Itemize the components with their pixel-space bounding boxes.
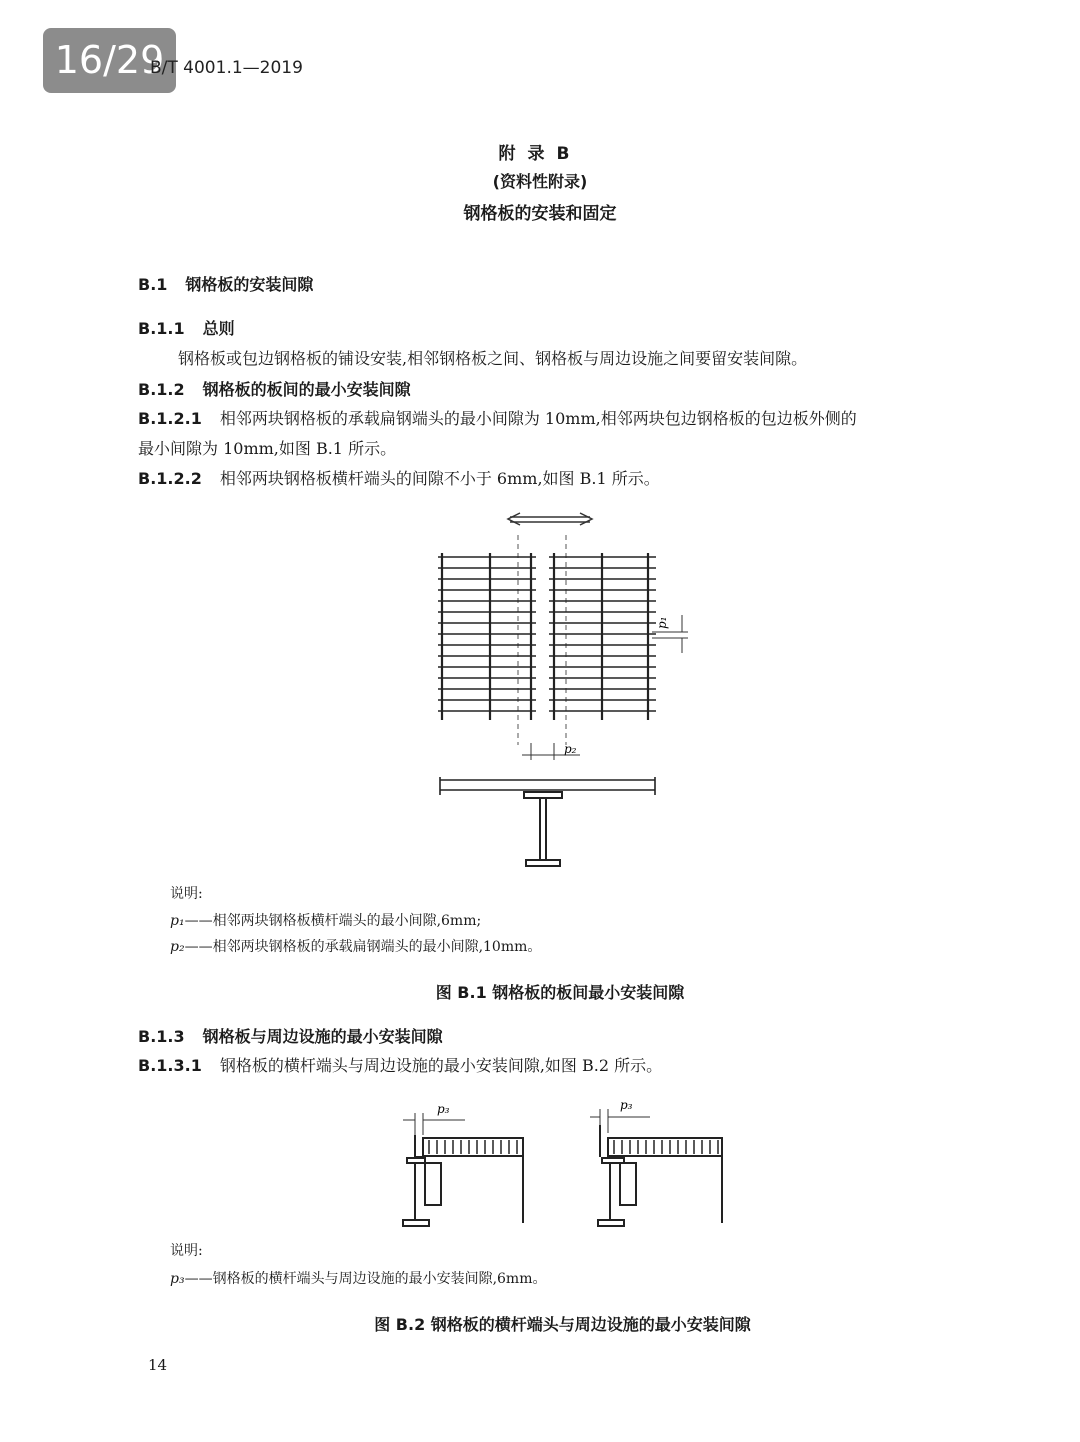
grating-panel-right — [554, 553, 648, 720]
appendix-title: 附录B — [498, 144, 582, 164]
section-title: 钢格板与周边设施的最小安装间隙 — [202, 1027, 443, 1046]
i-beam — [524, 792, 562, 866]
figure1-caption: 图 B.1 钢格板的板间最小安装间隙 — [435, 983, 685, 1002]
legend-symbol: p₁ — [170, 913, 185, 929]
clause-number: B.1.3.1 — [138, 1056, 202, 1075]
section-title: 钢格板的安装间隙 — [185, 275, 314, 294]
figure1-legend-item — [170, 936, 541, 956]
page-indicator-badge: 16/29 — [43, 28, 176, 93]
clause-text: 相邻两块钢格板横杆端头的间隙不小于 6mm,如图 B.1 所示。 — [219, 469, 660, 488]
clause-number: B.1.2.2 — [138, 469, 202, 488]
clause-b121 — [138, 406, 998, 429]
page-number: 14 — [148, 1356, 168, 1374]
label-p3-right: p₃ — [620, 1098, 633, 1112]
section-number: B.1.1 — [138, 319, 185, 338]
legend-text: ——钢格板的横杆端头与周边设施的最小安装间隙,6mm。 — [184, 1271, 547, 1287]
section-title: 总则 — [202, 319, 235, 338]
legend-text: ——相邻两块钢格板横杆端头的最小间隙,6mm; — [184, 913, 482, 929]
figure-b2-right-drawing — [590, 1095, 730, 1235]
figure-b1-drawing — [430, 505, 710, 875]
label-p1: p₁ — [655, 616, 669, 629]
label-p2: p₂ — [564, 742, 577, 756]
section-b11 — [138, 316, 235, 339]
standard-code: B/T 4001.1—2019 — [150, 58, 303, 78]
appendix-heading: 钢格板的安装和固定 — [463, 204, 617, 224]
appendix-subtitle: (资料性附录) — [492, 172, 588, 191]
figure2-legend-item — [170, 1268, 547, 1288]
section-b13 — [138, 1024, 443, 1047]
figure1-legend-title: 说明: — [170, 886, 203, 902]
label-p3-left: p₃ — [437, 1102, 450, 1116]
section-number: B.1.3 — [138, 1027, 185, 1046]
clause-b121-line2: 最小间隙为 10mm,如图 B.1 所示。 — [138, 439, 397, 458]
figure2-legend-title: 说明: — [170, 1243, 203, 1259]
figure-b2-left-drawing — [395, 1095, 535, 1235]
legend-symbol: p₃ — [170, 1271, 185, 1287]
clause-text-line1: 相邻两块钢格板的承载扁钢端头的最小间隙为 10mm,相邻两块包边钢格板的包边板外侧的 — [219, 409, 857, 428]
legend-symbol: p₂ — [170, 939, 185, 955]
legend-text: ——相邻两块钢格板的承载扁钢端头的最小间隙,10mm。 — [184, 939, 542, 955]
figure2-caption: 图 B.2 钢格板的横杆端头与周边设施的最小安装间隙 — [374, 1315, 751, 1334]
double-arrow-icon — [508, 513, 592, 525]
b11-text: 钢格板或包边钢格板的铺设安装,相邻钢格板之间、钢格板与周边设施之间要留安装间隙。 — [178, 349, 808, 368]
clause-b122 — [138, 466, 660, 489]
figure1-legend-item — [170, 910, 481, 930]
section-number: B.1 — [138, 275, 168, 294]
clause-number: B.1.2.1 — [138, 409, 202, 428]
section-b1 — [138, 272, 313, 295]
section-number: B.1.2 — [138, 380, 185, 399]
section-title: 钢格板的板间的最小安装间隙 — [202, 380, 411, 399]
clause-text: 钢格板的横杆端头与周边设施的最小安装间隙,如图 B.2 所示。 — [219, 1056, 663, 1075]
section-b12 — [138, 377, 411, 400]
clause-b131 — [138, 1053, 662, 1076]
